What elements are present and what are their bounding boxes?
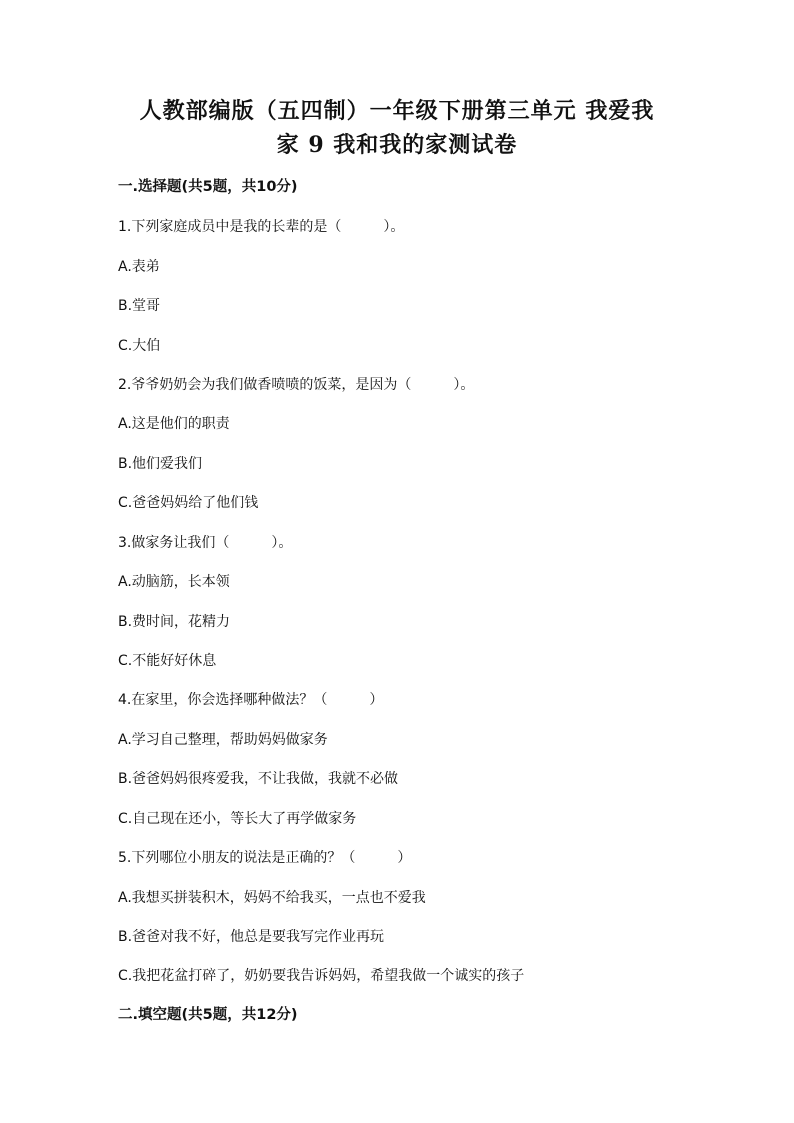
question-4-option-c: C.自己现在还小，等长大了再学做家务	[118, 811, 357, 827]
question-1-option-b: B.堂哥	[118, 298, 161, 314]
question-2-option-a: A.这是他们的职责	[118, 416, 230, 432]
section-heading-multiple-choice: 一.选择题(共5题，共10分)	[118, 179, 298, 195]
question-1-option-c: C.大伯	[118, 338, 161, 354]
question-5-option-a: A.我想买拼装积木，妈妈不给我买，一点也不爱我	[118, 890, 426, 906]
question-4-option-b: B.爸爸妈妈很疼爱我，不让我做，我就不必做	[118, 771, 399, 787]
section-heading-fill-in-blank: 二.填空题(共5题，共12分)	[118, 1007, 298, 1023]
question-2-option-c: C.爸爸妈妈给了他们钱	[118, 495, 259, 511]
exam-title-line-1: 人教部编版（五四制）一年级下册第三单元 我爱我	[139, 98, 655, 124]
question-5-option-b: B.爸爸对我不好，他总是要我写完作业再玩	[118, 929, 385, 945]
question-2: 2.爷爷奶奶会为我们做香喷喷的饭菜，是因为（ ）。	[118, 377, 475, 393]
question-4-option-a: A.学习自己整理，帮助妈妈做家务	[118, 732, 328, 748]
exam-title-line-2: 家 9 我和我的家测试卷	[276, 132, 518, 158]
question-3-option-b: B.费时间，花精力	[118, 614, 231, 630]
question-5: 5.下列哪位小朋友的说法是正确的？（ ）	[118, 850, 412, 866]
question-1-option-a: A.表弟	[118, 259, 160, 275]
question-2-option-b: B.他们爱我们	[118, 456, 203, 472]
question-5-option-c: C.我把花盆打碎了，奶奶要我告诉妈妈，希望我做一个诚实的孩子	[118, 968, 525, 984]
question-3-option-a: A.动脑筋，长本领	[118, 574, 230, 590]
question-3: 3.做家务让我们（ ）。	[118, 535, 293, 551]
question-3-option-c: C.不能好好休息	[118, 653, 217, 669]
question-4: 4.在家里，你会选择哪种做法？（ ）	[118, 692, 384, 708]
question-1: 1.下列家庭成员中是我的长辈的是（ ）。	[118, 219, 405, 235]
